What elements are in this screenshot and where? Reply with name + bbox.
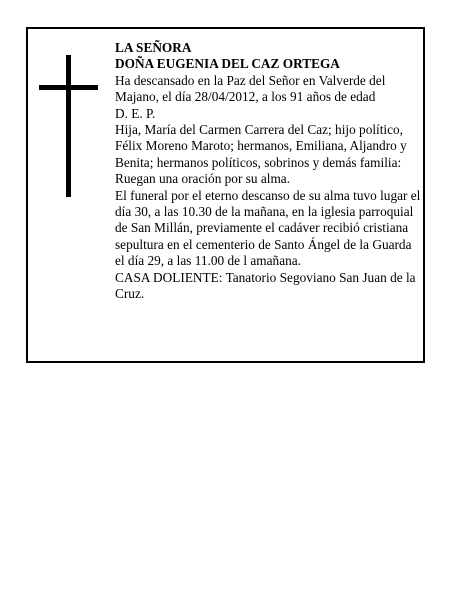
obituary-title: LA SEÑORA xyxy=(115,40,192,55)
obituary-notice xyxy=(26,27,425,363)
family-list: Hija, María del Carmen Carrera del Caz; hijo político, Félix Moreno Maroto; hermanos, Emiliana, Aljandro y Benita; hermanos políticos, sobrinos y demás familia: xyxy=(115,122,407,170)
deceased-name: DOÑA EUGENIA DEL CAZ ORTEGA xyxy=(115,56,340,72)
prayer-request: Ruegan una oración por su alma. xyxy=(115,171,291,187)
cross-vertical-bar xyxy=(66,55,71,197)
cross-horizontal-bar xyxy=(39,85,98,90)
casa-doliente: CASA DOLIENTE: Tanatorio Segoviano San Juan de la Cruz. xyxy=(115,269,416,302)
funeral-details: El funeral por el eterno descanso de su alma tuvo lugar el día 30, a las 10.30 de la mañana, en la iglesia parroquial de San Millán, previamente el cadáver recibió cristiana sepultura en el cementerio de Santo Ángel de la Guarda el día 29, a las 11.00 de l amañana. xyxy=(115,187,421,269)
dep-line: D. E. P. xyxy=(115,105,156,121)
death-notice: Ha descansado en la Paz del Señor en Valverde del Majano, el día 28/04/2012, a los 91 años de edad xyxy=(115,72,386,105)
obituary-text xyxy=(115,40,421,303)
